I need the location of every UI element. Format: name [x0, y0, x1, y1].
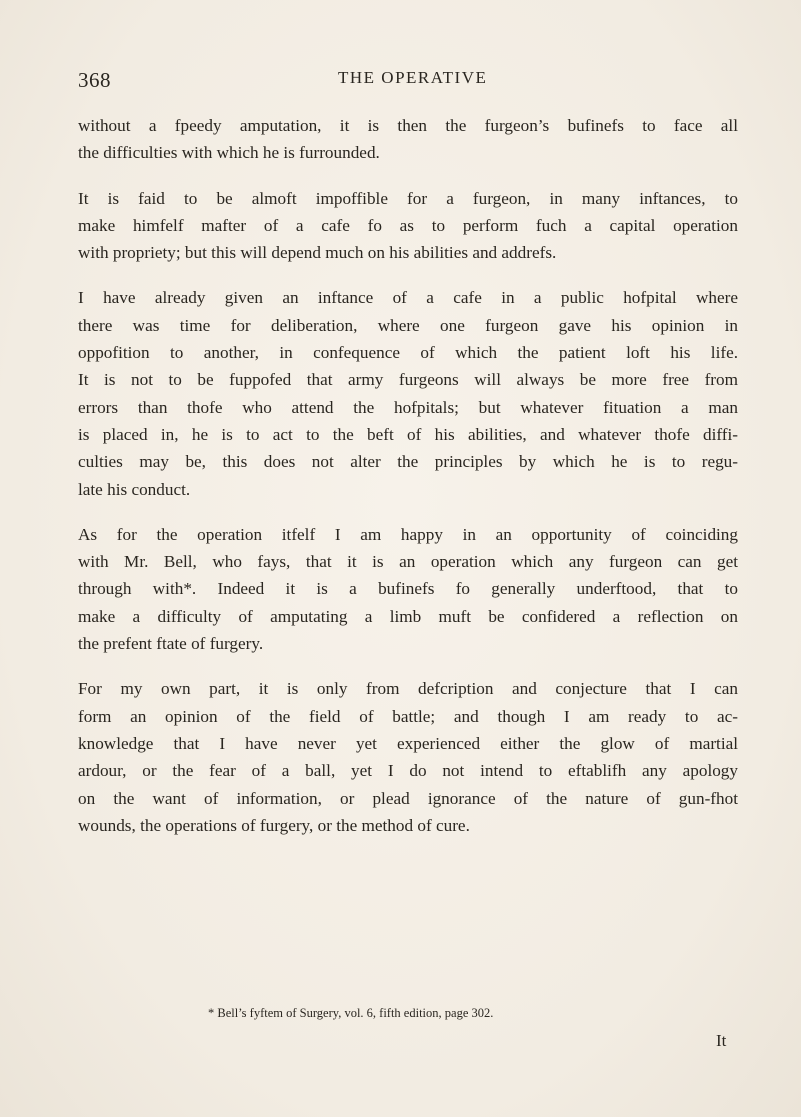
catchword: It: [716, 1031, 727, 1050]
text-line: the difficulties with which he is furrounded.: [78, 143, 380, 163]
paragraph: [78, 521, 738, 657]
text-line: is placed in, he is to act to the beft of his abilities, and whatever thofe diffi-: [78, 424, 738, 444]
text-line: make himfelf mafter of a cafe fo as to perform fuch a capital operation: [78, 215, 738, 235]
text-line: make a difficulty of amputating a limb muft be confidered a reflection on: [78, 606, 738, 626]
text-line: wounds, the operations of furgery, or the method of cure.: [78, 815, 470, 835]
text-line: the prefent ftate of furgery.: [78, 634, 264, 654]
text-line: knowledge that I have never yet experienced either the glow of martial: [78, 733, 738, 753]
paragraph: [78, 284, 738, 502]
text-line: errors than thofe who attend the hofpitals; but whatever fituation a man: [78, 397, 738, 417]
paragraph: [78, 185, 738, 267]
text-line: I have already given an inftance of a cafe in a public hofpital where: [78, 288, 738, 308]
text-line: late his conduct.: [78, 479, 191, 499]
paragraph: [78, 112, 738, 167]
text-line: with Mr. Bell, who fays, that it is an operation which any furgeon can get: [78, 552, 738, 572]
text-line: oppofition to another, in confequence of which the patient loft his life.: [78, 343, 738, 363]
text-line: ardour, or the fear of a ball, yet I do not intend to eftablifh any apology: [78, 761, 738, 781]
page-header: [78, 68, 738, 98]
text-line: on the want of information, or plead ignorance of the nature of gun-fhot: [78, 788, 738, 808]
running-head: THE OPERATIVE: [338, 68, 488, 87]
text-line: culties may be, this does not alter the principles by which he is to regu-: [78, 452, 738, 472]
page-number: 368: [78, 68, 111, 92]
paragraph: [78, 675, 738, 839]
text-line: It is faid to be almoft impoffible for a furgeon, in many inftances, to: [78, 188, 738, 208]
body-text: [78, 112, 738, 839]
text-line: without a fpeedy amputation, it is then the furgeon’s bufinefs to face all: [78, 116, 738, 135]
text-line: It is not to be fuppofed that army furgeons will always be more free from: [78, 370, 738, 390]
text-line: through with*. Indeed it is a bufinefs fo generally underftood, that to: [78, 579, 738, 599]
text-line: For my own part, it is only from defcription and conjecture that I can: [78, 679, 738, 699]
footnote: * Bell’s fyftem of Surgery, vol. 6, fifth edition, page 302.: [208, 1006, 494, 1020]
text-line: there was time for deliberation, where one furgeon gave his opinion in: [78, 315, 738, 335]
text-line: with propriety; but this will depend much on his abilities and addrefs.: [78, 243, 557, 263]
text-line: As for the operation itfelf I am happy in an opportunity of coinciding: [78, 524, 738, 544]
text-line: form an opinion of the field of battle; and though I am ready to ac-: [78, 706, 738, 726]
